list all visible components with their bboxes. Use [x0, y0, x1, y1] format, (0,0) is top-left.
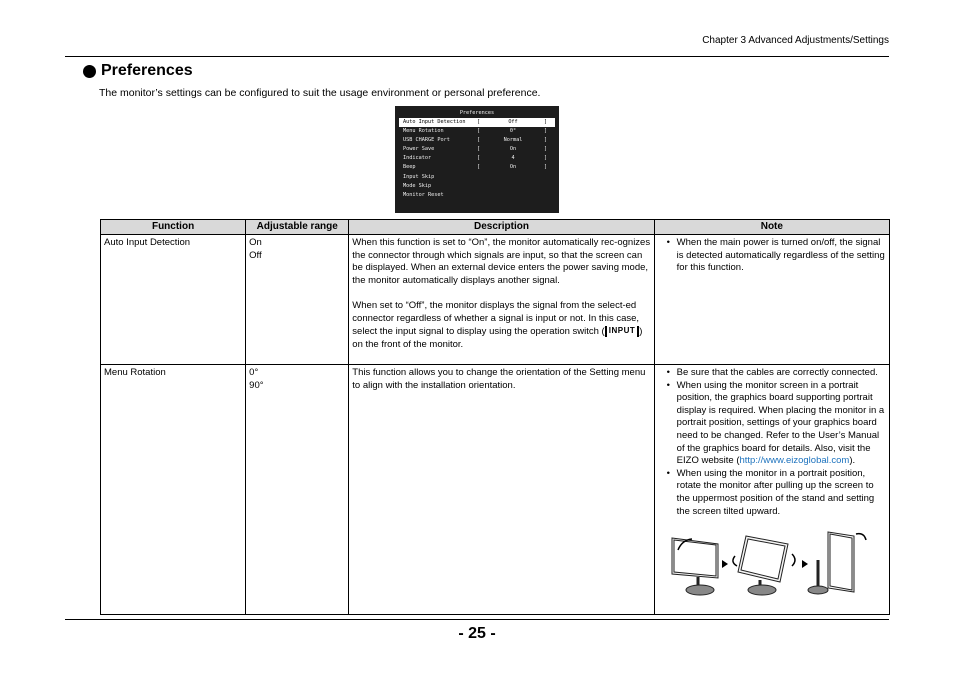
cell-function: Auto Input Detection: [101, 235, 246, 365]
monitor-portrait: [808, 532, 866, 594]
osd-row-value: Off: [508, 119, 518, 125]
col-header-function: Function: [101, 220, 246, 235]
page-number: - 25 -: [458, 625, 496, 642]
arrow-icon: [802, 560, 808, 568]
col-header-note: Note: [654, 220, 889, 235]
note-item: • When using the monitor screen in a portrait position, the graphics board supporting portrait display is required. When placing the monitor in a portrait position, settings of your graphics board need to be changed. Refer to the User’s Manual of the graphics board for details. Also, visit the EIZO website (http://www.eizoglobal.com).: [658, 380, 886, 468]
osd-bracket: [: [477, 128, 481, 135]
osd-row: [395, 163, 559, 172]
osd-row-label: Menu Rotation: [403, 128, 444, 135]
range-option: 90°: [249, 379, 264, 391]
cell-description: [349, 235, 654, 365]
bullet-icon: [83, 65, 96, 78]
osd-row: [395, 154, 559, 163]
monitor-rotation-illustration: [658, 530, 880, 600]
osd-row: [395, 182, 559, 191]
osd-bracket: [: [477, 164, 481, 171]
osd-row-value: On: [509, 146, 517, 153]
col-header-range: Adjustable range: [246, 220, 349, 235]
osd-row-label: Power Save: [403, 146, 435, 153]
footer-rule: [65, 619, 889, 620]
osd-row: [399, 118, 555, 127]
osd-row-label: Monitor Reset: [403, 191, 444, 198]
cell-note: [654, 365, 889, 615]
osd-bracket: ]: [544, 146, 548, 153]
cell-range: [246, 365, 349, 615]
osd-row-label: Beep: [403, 164, 416, 171]
intro-text: The monitor’s settings can be configured to suit the usage environment or personal preference.: [99, 87, 541, 99]
osd-row: [395, 145, 559, 154]
osd-row-value: On: [509, 164, 517, 171]
osd-menu-screenshot: [395, 106, 559, 213]
cell-description: This function allows you to change the orientation of the Setting menu to align with the installation orientation.: [349, 365, 654, 615]
cell-range: [246, 235, 349, 365]
col-header-description: Description: [349, 220, 654, 235]
osd-bracket: [: [477, 155, 481, 162]
chapter-header: Chapter 3 Advanced Adjustments/Settings: [702, 35, 889, 46]
osd-row: [395, 127, 559, 136]
osd-bracket: [: [477, 119, 481, 125]
section-title: Preferences: [101, 62, 193, 79]
osd-rows: [395, 118, 559, 200]
monitor-rotating: [733, 536, 795, 595]
osd-row-value: 4: [511, 155, 515, 162]
osd-row-label: Auto Input Detection: [403, 119, 466, 125]
cell-function: Menu Rotation: [101, 365, 246, 615]
note-item: • When the main power is turned on/off, the signal is detected automatically regardless of the setting for this function.: [658, 237, 886, 275]
cell-note: [654, 235, 889, 365]
table-header-row: [101, 220, 890, 235]
osd-row-value: 0°: [509, 128, 517, 135]
table-row: [101, 235, 890, 365]
osd-row-value: Normal: [503, 137, 523, 144]
osd-row-label: Mode Skip: [403, 182, 432, 189]
osd-bracket: [: [477, 146, 481, 153]
osd-row-label: USB CHARGE Port: [403, 137, 450, 144]
arrow-icon: [722, 560, 728, 568]
input-switch-icon: INPUT: [605, 325, 640, 338]
osd-row: [395, 173, 559, 182]
desc-paragraph: When set to “Off”, the monitor displays the signal from the select-ed connector regardless of whether a signal is input or not. In this case, select the input signal to display using the operation switch ( INPUT ) on the front of the monitor.: [352, 299, 643, 350]
osd-bracket: ]: [544, 155, 548, 162]
rotation-illustration: [658, 530, 886, 600]
range-option: 0°: [249, 367, 259, 378]
osd-bracket: ]: [544, 119, 548, 125]
osd-bracket: ]: [544, 164, 548, 171]
desc-paragraph: When this function is set to “On”, the monitor automatically rec-ognizes the connector through which signals are input, so that the screen can be displayed. When an external device enters the power saving mode, the monitor automatically displays another signal.: [352, 237, 651, 286]
osd-title: Preferences: [459, 110, 495, 116]
osd-row-label: Indicator: [403, 155, 432, 162]
settings-table: [100, 219, 890, 615]
range-option: On: [249, 237, 262, 248]
section-heading: [83, 62, 193, 80]
eizo-website-link[interactable]: http://www.eizoglobal.com: [739, 455, 850, 467]
osd-row-label: Input Skip: [403, 173, 435, 180]
note-item: • Be sure that the cables are correctly connected.: [658, 367, 886, 380]
note-item: • When using the monitor in a portrait position, rotate the monitor after pulling up the screen to the uppermost position of the stand and setting the screen tilted upward.: [658, 468, 886, 518]
table-row: [101, 365, 890, 615]
range-option: Off: [249, 249, 262, 261]
osd-bracket: ]: [544, 137, 548, 144]
osd-bracket: ]: [544, 128, 548, 135]
osd-row: [395, 136, 559, 145]
monitor-landscape: [672, 538, 718, 595]
header-rule: [65, 56, 889, 57]
osd-bracket: [: [477, 137, 481, 144]
osd-row: [395, 191, 559, 200]
